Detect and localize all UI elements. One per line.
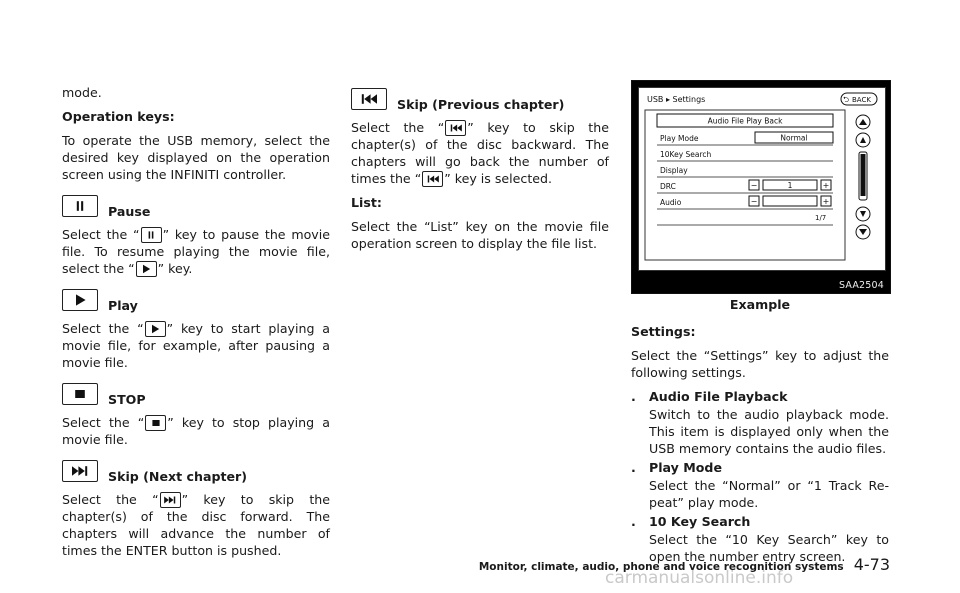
- audio-file-playback-label: Audio File Play Back: [707, 116, 783, 126]
- watermark: carmanualsonline.info: [605, 568, 794, 588]
- skip-next-label: Skip (Next chapter): [108, 468, 247, 484]
- pause-icon: [62, 195, 98, 217]
- breadcrumb: USB ▸ Settings: [647, 95, 706, 104]
- stop-icon: [62, 383, 98, 405]
- bullet-10-key-search-text: Select the “10 Key Search” key to open the number entry screen.: [649, 532, 889, 564]
- display-label[interactable]: Display: [660, 166, 688, 175]
- play-icon: [145, 321, 166, 337]
- bullet-play-mode: . Play Mode: [631, 460, 722, 475]
- usb-settings-screen: [638, 87, 886, 271]
- stop-key-heading: [62, 383, 330, 405]
- skip-next-icon: [160, 492, 181, 508]
- back-label: BACK: [852, 96, 871, 104]
- play-icon: [62, 289, 98, 311]
- play-text: Select the “ ” key to start playing a movie file, for example, after pausing a movie file.: [62, 321, 330, 370]
- skip-next-icon: [62, 460, 98, 482]
- play-icon: [136, 261, 157, 277]
- skip-previous-icon: [351, 88, 387, 110]
- footer-section-title: Monitor, climate, audio, phone and voice recognition systems: [478, 561, 844, 573]
- pause-key-heading: [62, 195, 330, 217]
- bullet-audio-file-playback-text: Switch to the audio playback mode. This item is displayed only when the USB memory contains the audio files.: [649, 407, 889, 456]
- minus-icon: −: [750, 197, 758, 206]
- plus-icon: +: [822, 181, 830, 190]
- page-number: 4-73: [853, 555, 890, 574]
- figure-caption: Example: [729, 297, 791, 312]
- minus-icon: −: [750, 181, 758, 190]
- pause-icon: [141, 227, 162, 243]
- next-key-heading: [62, 460, 330, 482]
- column-left: [62, 84, 330, 566]
- skip-previous-icon: [445, 120, 466, 136]
- page-indicator: 1/7: [815, 214, 827, 222]
- operation-keys-text: To operate the USB memory, select the desired key displayed on the operation screen using the INFINITI controller.: [62, 133, 330, 182]
- bullet-play-mode-text: Select the “Normal” or “1 Track Re-peat” play mode.: [649, 478, 889, 510]
- pause-text: Select the “ ” key to pause the movie file. To resume playing the movie file, select the “ ” key.: [62, 227, 330, 276]
- skip-previous-label: Skip (Previous chapter): [397, 96, 565, 112]
- scrollbar-thumb[interactable]: [861, 154, 866, 196]
- figure-code: SAA2504: [838, 280, 884, 291]
- column-right: [631, 80, 889, 567]
- list-heading: List:: [351, 195, 382, 210]
- back-icon: ⮌: [843, 95, 850, 104]
- play-mode-value: Normal: [780, 133, 808, 143]
- play-label: Play: [108, 297, 138, 313]
- drc-value: 1: [787, 181, 793, 190]
- pause-label: Pause: [108, 203, 151, 219]
- operation-keys-heading: Operation keys:: [62, 109, 175, 124]
- bullet-dot: .: [631, 389, 636, 404]
- bullet-10-key-search: . 10 Key Search: [631, 514, 751, 529]
- skip-previous-icon: [422, 171, 443, 187]
- drc-label[interactable]: DRC: [660, 182, 676, 191]
- audio-label[interactable]: Audio: [660, 198, 682, 207]
- stop-label: STOP: [108, 391, 146, 407]
- skip-previous-text: Select the “ ” key to skip the chapter(s) of the disc backward. The chapters will go back the number of times the “ ” key is selected.: [351, 120, 609, 186]
- bullet-audio-file-playback: . Audio File Playback: [631, 389, 788, 404]
- bullet-dot: .: [631, 460, 636, 475]
- play-mode-label[interactable]: Play Mode: [660, 134, 699, 143]
- 10key-search-label[interactable]: 10Key Search: [660, 150, 712, 159]
- play-key-heading: [62, 289, 330, 311]
- usb-settings-screen-drawing: [639, 88, 885, 270]
- settings-screen-figure: [631, 80, 891, 294]
- settings-text: Select the “Settings” key to adjust the following settings.: [631, 348, 889, 380]
- mode-text: mode.: [62, 85, 102, 100]
- bullet-dot: .: [631, 514, 636, 529]
- column-middle: [351, 84, 609, 259]
- audio-value-box: [763, 196, 817, 206]
- stop-icon: [145, 415, 166, 431]
- prev-key-heading: [351, 88, 609, 110]
- plus-icon: +: [822, 197, 830, 206]
- list-text: Select the “List” key on the movie file operation screen to display the file list.: [351, 219, 609, 251]
- skip-next-text: Select the “ ” key to skip the chapter(s) of the disc forward. The chapters will advance the number of times the ENTER button is pushed.: [62, 492, 330, 558]
- stop-text: Select the “ ” key to stop playing a movie file.: [62, 415, 330, 447]
- settings-heading: Settings:: [631, 324, 696, 339]
